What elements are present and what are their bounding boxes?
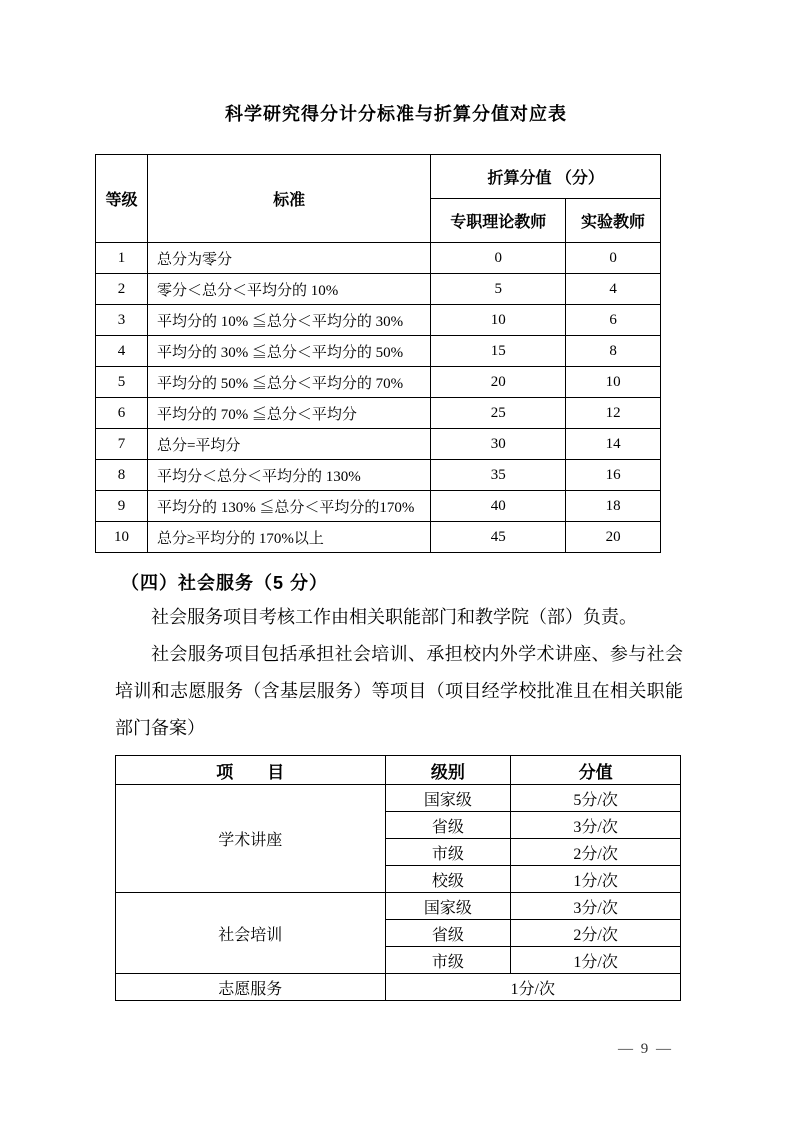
lab-score-cell: 18 <box>566 491 661 522</box>
table-row <box>116 974 681 1001</box>
score-cell: 5分/次 <box>511 785 681 812</box>
table-row <box>96 274 661 305</box>
col-header-converted-score: 折算分值 （分） <box>431 155 661 199</box>
table-row <box>96 491 661 522</box>
standard-cell: 总分≥平均分的 170%以上 <box>147 522 430 553</box>
grade-cell: 2 <box>96 274 148 305</box>
table-row <box>96 429 661 460</box>
grade-cell: 4 <box>96 336 148 367</box>
section-heading: （四）社会服务（5 分） <box>121 573 329 593</box>
score-cell: 1分/次 <box>511 866 681 893</box>
table-row <box>96 460 661 491</box>
table-row <box>116 893 681 920</box>
project-cell: 学术讲座 <box>116 785 386 893</box>
page-title: 科学研究得分计分标准与折算分值对应表 <box>225 104 567 124</box>
level-cell: 市级 <box>385 839 511 866</box>
table-row <box>96 367 661 398</box>
table-row <box>96 243 661 274</box>
lab-score-cell: 6 <box>566 305 661 336</box>
grade-cell: 5 <box>96 367 148 398</box>
grade-cell: 6 <box>96 398 148 429</box>
score-cell: 1分/次 <box>385 974 680 1001</box>
score-cell: 2分/次 <box>511 920 681 947</box>
theory-score-cell: 5 <box>431 274 566 305</box>
col-header-lab-teacher: 实验教师 <box>566 199 661 243</box>
grade-cell: 7 <box>96 429 148 460</box>
theory-score-cell: 35 <box>431 460 566 491</box>
table-header-row <box>116 756 681 785</box>
standard-cell: 平均分的 50% ≦总分＜平均分的 70% <box>147 367 430 398</box>
standard-cell: 平均分的 10% ≦总分＜平均分的 30% <box>147 305 430 336</box>
grade-cell: 8 <box>96 460 148 491</box>
table-row <box>96 522 661 553</box>
table-header-row <box>96 155 661 199</box>
col-header-grade: 等级 <box>96 155 148 243</box>
theory-score-cell: 30 <box>431 429 566 460</box>
grade-cell: 1 <box>96 243 148 274</box>
grade-cell: 10 <box>96 522 148 553</box>
table-row <box>96 398 661 429</box>
page-number: — 9 — <box>618 1041 673 1057</box>
standard-cell: 总分=平均分 <box>147 429 430 460</box>
lab-score-cell: 8 <box>566 336 661 367</box>
standard-cell: 平均分的 30% ≦总分＜平均分的 50% <box>147 336 430 367</box>
col-header-theory-teacher: 专职理论教师 <box>431 199 566 243</box>
level-cell: 省级 <box>385 920 511 947</box>
standard-cell: 平均分的 70% ≦总分＜平均分 <box>147 398 430 429</box>
project-cell: 社会培训 <box>116 893 386 974</box>
lab-score-cell: 4 <box>566 274 661 305</box>
score-conversion-table <box>95 154 661 553</box>
level-cell: 省级 <box>385 812 511 839</box>
table-row <box>116 785 681 812</box>
lab-score-cell: 20 <box>566 522 661 553</box>
grade-cell: 3 <box>96 305 148 336</box>
theory-score-cell: 0 <box>431 243 566 274</box>
standard-cell: 总分为零分 <box>147 243 430 274</box>
theory-score-cell: 20 <box>431 367 566 398</box>
theory-score-cell: 10 <box>431 305 566 336</box>
col-header-level: 级别 <box>385 756 511 785</box>
col-header-project: 项 目 <box>116 756 386 785</box>
score-cell: 3分/次 <box>511 893 681 920</box>
grade-cell: 9 <box>96 491 148 522</box>
standard-cell: 平均分＜总分＜平均分的 130% <box>147 460 430 491</box>
theory-score-cell: 40 <box>431 491 566 522</box>
theory-score-cell: 15 <box>431 336 566 367</box>
table-row <box>96 305 661 336</box>
standard-cell: 零分＜总分＜平均分的 10% <box>147 274 430 305</box>
lab-score-cell: 10 <box>566 367 661 398</box>
table-row <box>96 336 661 367</box>
lab-score-cell: 12 <box>566 398 661 429</box>
col-header-score: 分值 <box>511 756 681 785</box>
paragraph: 社会服务项目考核工作由相关职能部门和教学院（部）负责。 <box>151 607 637 627</box>
lab-score-cell: 0 <box>566 243 661 274</box>
theory-score-cell: 45 <box>431 522 566 553</box>
lab-score-cell: 16 <box>566 460 661 491</box>
project-cell: 志愿服务 <box>116 974 386 1001</box>
score-cell: 2分/次 <box>511 839 681 866</box>
level-cell: 市级 <box>385 947 511 974</box>
standard-cell: 平均分的 130% ≦总分＜平均分的170% <box>147 491 430 522</box>
level-cell: 国家级 <box>385 785 511 812</box>
level-cell: 校级 <box>385 866 511 893</box>
paragraph: 社会服务项目包括承担社会培训、承担校内外学术讲座、参与社会培训和志愿服务（含基层服务）等项目（项目经学校批准且在相关职能部门备案） <box>115 644 683 738</box>
lab-score-cell: 14 <box>566 429 661 460</box>
social-service-table <box>115 755 681 1001</box>
score-cell: 3分/次 <box>511 812 681 839</box>
col-header-standard: 标准 <box>147 155 430 243</box>
score-cell: 1分/次 <box>511 947 681 974</box>
theory-score-cell: 25 <box>431 398 566 429</box>
level-cell: 国家级 <box>385 893 511 920</box>
